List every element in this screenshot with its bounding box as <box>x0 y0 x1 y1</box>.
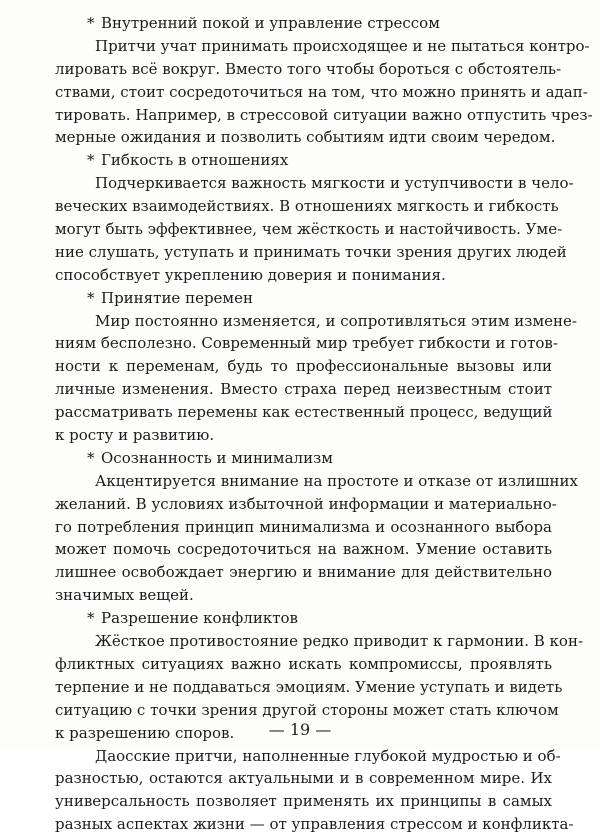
bullet-mark: * <box>87 14 95 32</box>
paragraph-line: может помочь сосредоточиться на важном. Умение оставить <box>55 540 552 559</box>
paragraph-line: лишнее освобождает энергию и внимание для действительно <box>55 563 552 582</box>
paragraph-line: желаний. В условиях избыточной информации и материально- <box>55 494 557 513</box>
bullet-mark: * <box>87 448 95 467</box>
paragraph-line: ниям бесполезно. Современный мир требует гибкости и готов- <box>55 334 558 353</box>
bullet-mark: * <box>87 609 95 628</box>
paragraph-line: тировать. Например, в стрессовой ситуации важно отпустить чрез- <box>55 105 593 124</box>
paragraph-line: к росту и развитию. <box>55 426 215 445</box>
paragraph-line: терпение и не поддаваться эмоциям. Умение уступать и видеть <box>55 677 563 696</box>
paragraph-line: фликтных ситуациях важно искать компромиссы, проявлять <box>55 654 552 673</box>
paragraph-line: ситуацию с точки зрения другой стороны может стать ключом <box>55 700 559 719</box>
paragraph-line: Даосские притчи, наполненные глубокой мудростью и об- <box>95 746 561 765</box>
paragraph-line: разностью, остаются актуальными и в современном мире. Их <box>55 769 552 788</box>
section-heading: * Разрешение конфликтов <box>55 607 552 630</box>
paragraph-line: Жёсткое противостояние редко приводит к гармонии. В кон- <box>95 632 584 651</box>
paragraph-line: веческих взаимодействиях. В отношениях мягкость и гибкость <box>55 197 559 216</box>
paragraph-line: способствует укреплению доверия и понимания. <box>55 265 446 284</box>
paragraph-line: лировать всё вокруг. Вместо того чтобы бороться с обстоятель- <box>55 59 562 78</box>
paragraph-line: Притчи учат принимать происходящее и не пытаться контро- <box>95 36 590 55</box>
paragraph-line: рассматривать перемены как естественный процесс, ведущий <box>55 403 553 422</box>
paragraph-line: го потребления принцип минимализма и осознанного выбора <box>55 517 552 536</box>
section-heading: * Осознанность и минимализм <box>55 447 552 470</box>
paragraph-line: Акцентируется внимание на простоте и отказе от излишних <box>95 471 578 490</box>
paragraph-line: могут быть эффективнее, чем жёсткость и настойчивость. Уме- <box>55 220 563 239</box>
section-heading: * Гибкость в отношениях <box>55 149 552 172</box>
bullet-mark: * <box>87 151 95 170</box>
page-number: — 19 — <box>268 720 332 739</box>
paragraph-line: Мир постоянно изменяется, и сопротивляться этим измене- <box>95 311 577 330</box>
paragraph-line: разных аспектах жизни — от управления стрессом и конфликта- <box>55 815 574 834</box>
paragraph-line: личные изменения. Вместо страха перед неизвестным стоит <box>55 380 552 399</box>
paragraph-line: ствами, стоит сосредоточиться на том, что можно принять и адап- <box>55 82 588 101</box>
section-heading: * Внутренний покой и управление стрессом <box>55 12 552 35</box>
paragraph-line: Подчеркивается важность мягкости и уступчивости в чело- <box>95 174 574 193</box>
paragraph-line: ности к переменам, будь то профессиональные вызовы или <box>55 357 552 376</box>
paragraph-line: значимых вещей. <box>55 586 194 605</box>
paragraph-line: к разрешению споров. <box>55 723 235 742</box>
section-heading: * Принятие перемен <box>55 287 552 310</box>
bullet-mark: * <box>87 288 95 307</box>
paragraph-line: мерные ожидания и позволить событиям идти своим чередом. <box>55 128 556 147</box>
paragraph-line: ние слушать, уступать и принимать точки зрения других людей <box>55 242 567 261</box>
paragraph-line: универсальность позволяет применять их принципы в самых <box>55 792 552 811</box>
body-text <box>55 12 593 836</box>
